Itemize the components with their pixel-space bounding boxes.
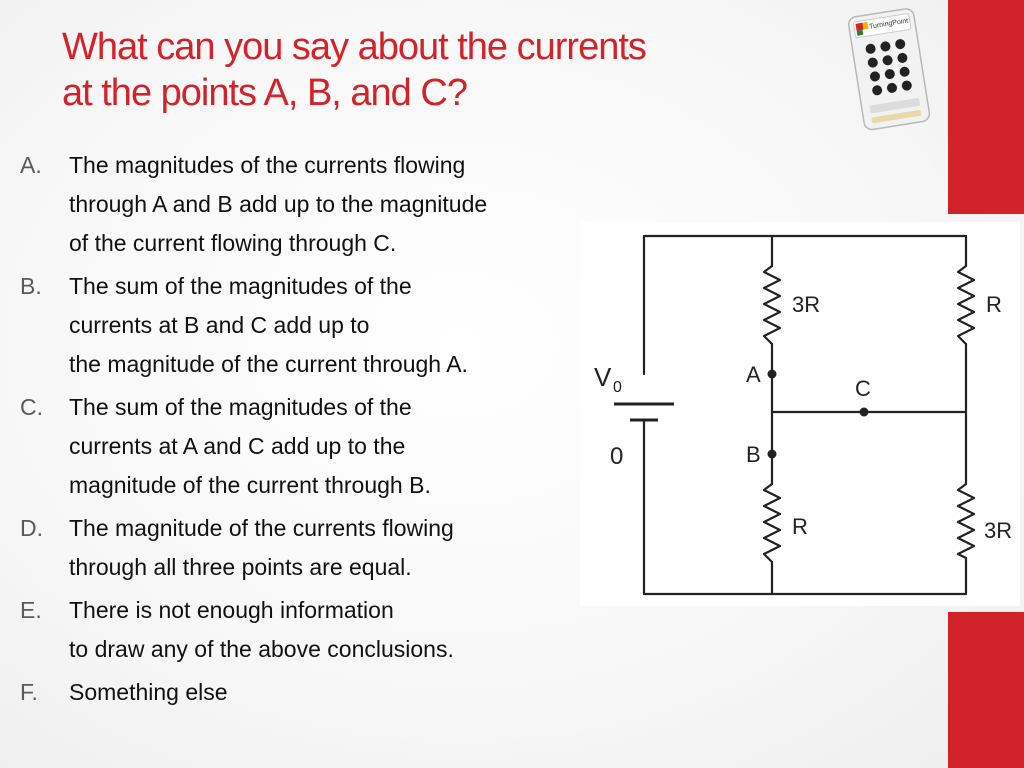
option-text-line: The magnitude of the currents flowing: [69, 515, 454, 541]
option-letter: A.: [20, 152, 42, 178]
circuit-diagram: [580, 222, 1020, 606]
option-e: [20, 591, 660, 669]
option-text-line: Something else: [69, 679, 228, 705]
answer-options-list: [20, 146, 660, 716]
option-f: [20, 673, 660, 712]
slide-title: [62, 24, 802, 116]
point-b-dot: [768, 450, 777, 459]
resistor-3r-top-left: [764, 266, 780, 344]
option-text-line: The sum of the magnitudes of the: [69, 394, 412, 420]
option-text-line: the magnitude of the current through A.: [69, 351, 468, 377]
resistor-label-top-right: R: [986, 292, 1002, 317]
option-d: [20, 509, 660, 587]
title-line-1: What can you say about the currents: [62, 26, 646, 68]
red-accent-bar-bottom: [948, 612, 1024, 768]
point-label-a: A: [746, 362, 761, 387]
resistor-r-bottom-left: [764, 484, 780, 562]
option-text-line: to draw any of the above conclusions.: [69, 636, 454, 662]
option-b: [20, 267, 660, 384]
option-text-line: magnitude of the current through B.: [69, 472, 431, 498]
option-text-line: There is not enough information: [69, 597, 394, 623]
wire-bottom: [644, 420, 966, 594]
resistor-3r-bottom-right: [958, 484, 974, 558]
option-text-line: of the current flowing through C.: [69, 230, 397, 256]
resistor-label-bottom-left: R: [792, 514, 808, 539]
resistor-r-top-right: [958, 266, 974, 344]
option-letter: F.: [20, 679, 38, 705]
option-letter: C.: [20, 394, 43, 420]
option-a: [20, 146, 660, 263]
red-accent-bar-top: [948, 0, 1024, 214]
point-label-c: C: [855, 376, 871, 401]
resistor-label-top-left: 3R: [792, 292, 821, 317]
option-text-line: currents at A and C add up to the: [69, 433, 406, 459]
option-text-line: through A and B add up to the magnitude: [69, 191, 488, 217]
option-letter: B.: [20, 273, 42, 299]
option-text-line: through all three points are equal.: [69, 554, 412, 580]
option-letter: D.: [20, 515, 43, 541]
point-label-b: B: [746, 442, 761, 467]
option-c: [20, 388, 660, 505]
option-letter: E.: [20, 597, 42, 623]
clicker-remote-icon: [838, 6, 942, 132]
remote-brand: TurningPoint: [868, 17, 909, 31]
option-text-line: The magnitudes of the currents flowing: [69, 152, 466, 178]
point-a-dot: [768, 370, 777, 379]
source-subscript: 0: [613, 379, 622, 396]
resistor-label-bottom-right: 3R: [984, 518, 1013, 543]
ground-label: 0: [610, 443, 624, 470]
option-text-line: The sum of the magnitudes of the: [69, 273, 412, 299]
title-line-2: at the points A, B, and C?: [62, 72, 467, 114]
option-text-line: currents at B and C add up to: [69, 312, 370, 338]
point-c-dot: [860, 408, 869, 417]
source-label: V: [594, 362, 612, 392]
